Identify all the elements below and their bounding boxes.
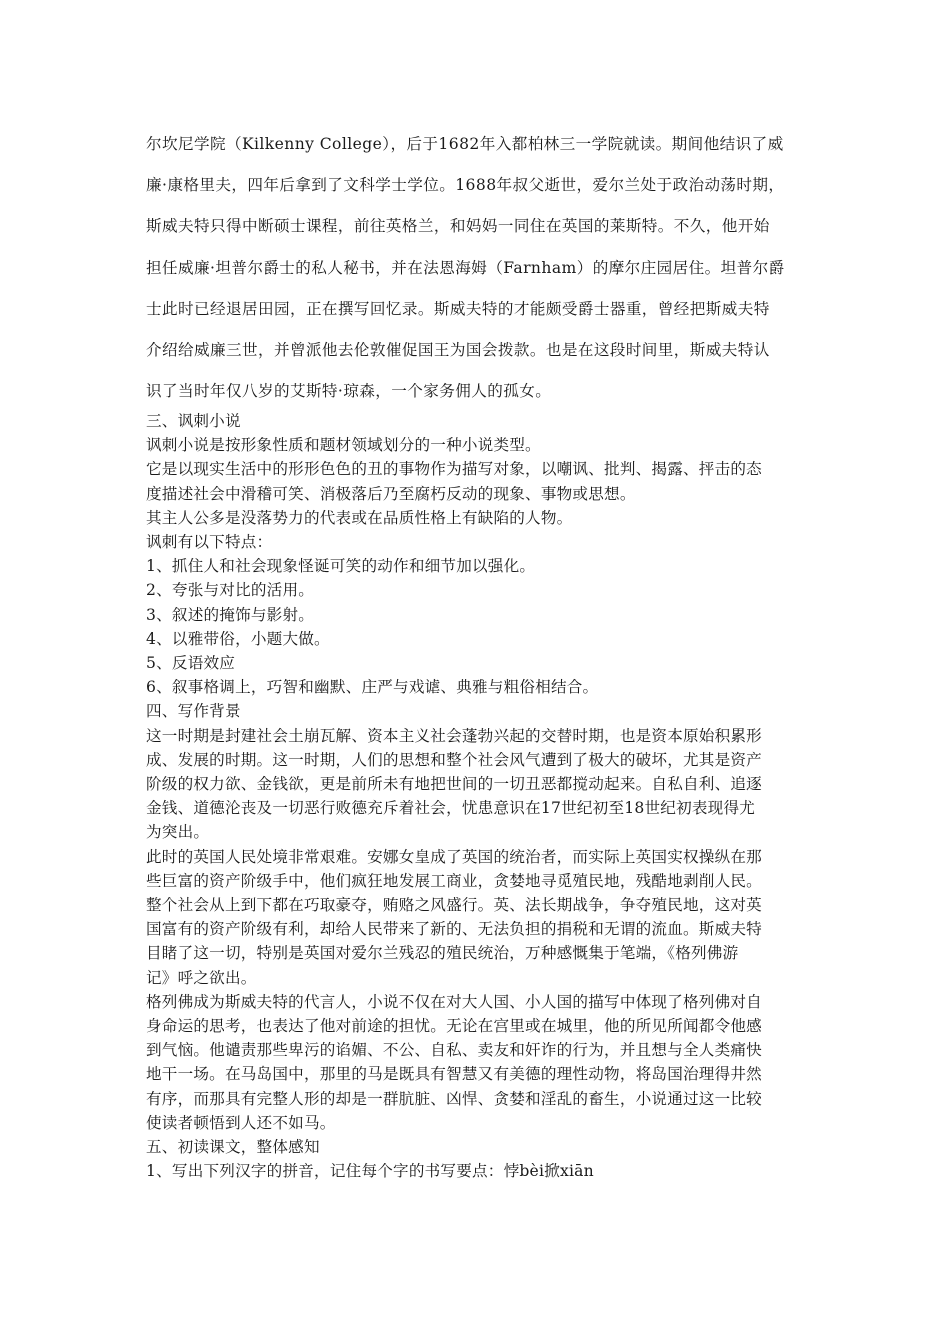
intro-paragraph [146, 124, 836, 412]
list-item: 5、反语效应 [146, 654, 236, 673]
list-item: 1、写出下列汉字的拼音，记住每个字的书写要点：悖bèi掀xiān [146, 1162, 594, 1181]
text-line: 有序，而那具有完整人形的却是一群肮脏、凶悍、贪婪和淫乱的畜生，小说通过这一比较 [146, 1089, 762, 1108]
intro-line: 担任威廉·坦普尔爵士的私人秘书，并在法恩海姆（Farnham）的摩尔庄园居住。坦普尔爵 [146, 258, 785, 277]
text-line: 格列佛成为斯威夫特的代言人，小说不仅在对大人国、小人国的描写中体现了格列佛对自 [146, 992, 762, 1011]
text-line: 到气恼。他谴责那些卑污的谄媚、不公、自私、卖友和奸诈的行为，并且想与全人类痛快 [146, 1041, 762, 1060]
text-line: 地干一场。在马岛国中，那里的马是既具有智慧又有美德的理性动物，将岛国治理得井然 [146, 1065, 762, 1084]
text-line: 这一时期是封建社会土崩瓦解、资本主义社会蓬勃兴起的交替时期，也是资本原始积累形 [146, 726, 762, 745]
list-item: 2、夸张与对比的活用。 [146, 581, 315, 600]
intro-line: 廉·康格里夫，四年后拿到了文科学士学位。1688年叔父逝世，爱尔兰处于政治动荡时期， [146, 176, 785, 195]
list-item: 4、以雅带俗，小题大做。 [146, 629, 330, 648]
text-line: 它是以现实生活中的形形色色的丑的事物作为描写对象，以嘲讽、批判、揭露、抨击的态 [146, 460, 762, 479]
list-item: 3、叙述的掩饰与影射。 [146, 605, 315, 624]
text-line: 讽刺小说是按形象性质和题材领域划分的一种小说类型。 [146, 436, 541, 455]
list-item: 1、抓住人和社会现象怪诞可笑的动作和细节加以强化。 [146, 557, 536, 576]
intro-line: 识了当时年仅八岁的艾斯特·琼森，一个家务佣人的孤女。 [146, 382, 552, 401]
text-line: 些巨富的资产阶级手中，他们疯狂地发展工商业，贪婪地寻觅殖民地，残酷地剥削人民。 [146, 871, 762, 890]
intro-line: 介绍给威廉三世，并曾派他去伦敦催促国王为国会拨款。也是在这段时间里，斯威夫特认 [146, 341, 770, 360]
list-item: 6、叙事格调上，巧智和幽默、庄严与戏谑、典雅与粗俗相结合。 [146, 678, 599, 697]
text-line: 其主人公多是没落势力的代表或在品质性格上有缺陷的人物。 [146, 508, 573, 527]
text-line: 目睹了这一切，特别是英国对爱尔兰残忍的殖民统治，万种感慨集于笔端，《格列佛游 [146, 944, 739, 963]
text-line: 成、发展的时期。这一时期，人们的思想和整个社会风气遭到了极大的破坏，尤其是资产 [146, 750, 762, 769]
text-line: 金钱、道德沦丧及一切恶行败德充斥着社会，忧患意识在17世纪初至18世纪初表现得尤 [146, 799, 756, 818]
section-heading-satire: 三、讽刺小说 [146, 412, 241, 430]
section-heading-background: 四、写作背景 [146, 702, 241, 721]
text-line: 使读者顿悟到人还不如马。 [146, 1113, 336, 1132]
text-line: 度描述社会中滑稽可笑、消极落后乃至腐朽反动的现象、事物或思想。 [146, 484, 636, 503]
text-line: 讽刺有以下特点： [146, 533, 273, 552]
text-line: 为突出。 [146, 823, 210, 842]
intro-line: 士此时已经退居田园，正在撰写回忆录。斯威夫特的才能颇受爵士器重，曾经把斯威夫特 [146, 299, 770, 318]
text-line: 身命运的思考，也表达了他对前途的担忧。无论在宫里或在城里，他的所见所闻都令他感 [146, 1017, 762, 1036]
text-line: 国富有的资产阶级有利，却给人民带来了新的、无法负担的捐税和无谓的流血。斯威夫特 [146, 920, 762, 939]
body-text [146, 409, 836, 1184]
text-line: 整个社会从上到下都在巧取豪夺，贿赂之风盛行。英、法长期战争，争夺殖民地，这对英 [146, 896, 762, 915]
text-line: 阶级的权力欲、金钱欲，更是前所未有地把世间的一切丑恶都搅动起来。自私自利、追逐 [146, 775, 762, 794]
section-heading-first-reading: 五、初读课文，整体感知 [146, 1138, 320, 1157]
intro-line: 尔坎尼学院（Kilkenny College），后于1682年入都柏林三一学院就读。期间他结识了威 [146, 135, 784, 153]
intro-line: 斯威夫特只得中断硕士课程，前往英格兰，和妈妈一同住在英国的莱斯特。不久，他开始 [146, 217, 770, 236]
text-line: 记》呼之欲出。 [146, 968, 257, 987]
text-line: 此时的英国人民处境非常艰难。安娜女皇成了英国的统治者，而实际上英国实权操纵在那 [146, 847, 762, 866]
